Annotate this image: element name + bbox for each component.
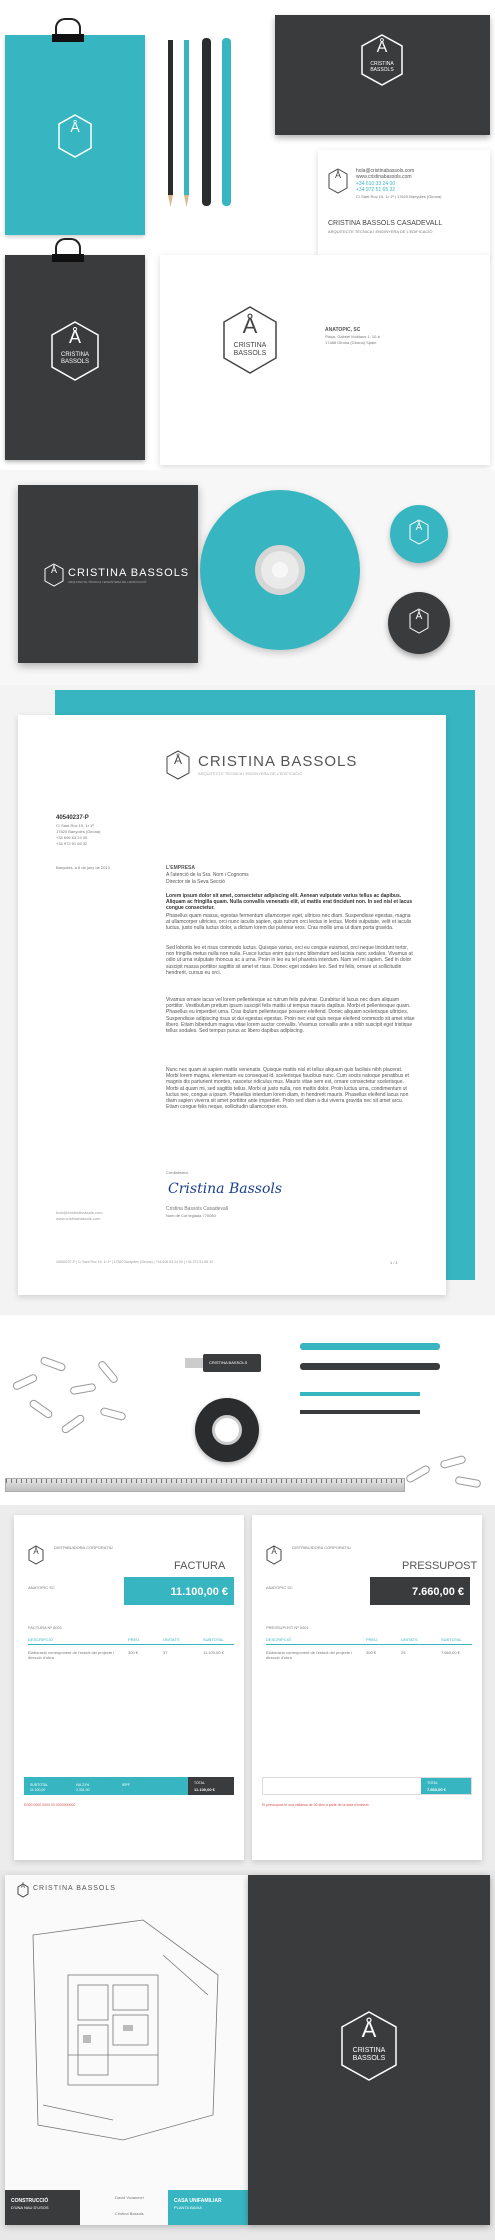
line-subtotal: 11.100,00 € (203, 1650, 224, 1655)
totals-value: 11.100,00 € (194, 1787, 215, 1792)
estimate-client: ANATOPIC SC (266, 1585, 293, 1590)
business-card-back (275, 15, 490, 135)
letter-paragraph: Sed lobortis leo et risus commodo luctus. Quisque varius, orci eu congue euismod, orci neque tincidunt tortor, non fringilla metus nulla non nulla. Fusce luctus enim quis nunc bibendum sed lacinia nunc sodales. Vivamus at odio ut urna vulputate rhoncus ac a urna. Proin in leo eu tel pharetra interdum. Nam vel mi sapien. Sed in dolor suscipit massa porttitor sagittis sit amet et risus. Donec eget sodales leo. Sed mi felis, ornare ut sollicitudin hendrerit, cursus eu orci. (166, 945, 413, 976)
invoice-amount-box (124, 1577, 234, 1605)
pencil-dark (300, 1410, 420, 1414)
plan-page (5, 1875, 248, 2225)
estimate-note: El pressupost té una validesa de 30 dies a partir de la data d'emissió. (262, 1803, 370, 1807)
card-phone1: +34 610 33 24 00 (356, 181, 396, 187)
cover-name-line2: BASSOLS (352, 2055, 386, 2062)
line-description: Elaboració corresponent de l'estudi del projecte i direcció d'obra (28, 1650, 115, 1660)
totals-label: TOTAL (194, 1781, 205, 1785)
footer-web: www.cristinabassols.com (56, 1216, 101, 1221)
pen-teal (300, 1343, 440, 1350)
column-header: UNITATS (401, 1637, 418, 1642)
column-header: DESCRIPCIÓ (28, 1637, 53, 1642)
footer-email: hola@cristinabassols.com (56, 1210, 103, 1215)
line-price: 300 € (128, 1650, 139, 1655)
signer-name: Cristina Bassols Casadevall (166, 1206, 228, 1212)
usb-connector (185, 1358, 203, 1368)
plan-name: Cristina Bassols (115, 2211, 144, 2216)
line-units: 37 (163, 1650, 168, 1655)
estimate-total-bar (262, 1777, 472, 1795)
cd-hole (272, 562, 288, 578)
sender-line: C/ Sant Roc 15, 1r 1ª (56, 823, 94, 828)
card-role: ARQUITECTE TÈCNICA I ENGINYERA DE L'EDIFICACIÓ (328, 229, 433, 234)
pen-dark (300, 1363, 440, 1370)
invoice-table-header (28, 1637, 234, 1645)
dark-folder (5, 255, 145, 460)
cd-brand-name: CRISTINA BASSOLS (68, 567, 190, 579)
dark-pin-badge (388, 592, 450, 654)
total-label: TOTAL (427, 1781, 438, 1785)
totals-label: IRPF (122, 1783, 130, 1787)
logo-letter: Å (20, 1884, 25, 1890)
envelope-city: 17486 Girona (Girona) Spain (325, 340, 377, 345)
card-email: hola@cristinabassols.com (356, 168, 415, 174)
logo-name-line1: CRISTINA (60, 352, 89, 358)
business-card-front (318, 150, 490, 258)
invoice-total-box (188, 1777, 234, 1795)
envelope (160, 255, 490, 465)
logo-letter: Å (33, 1547, 39, 1556)
logo-letter: Å (271, 1547, 277, 1556)
pen-dark (202, 38, 211, 206)
logo-letter: Å (376, 39, 388, 56)
logo-letter: Å (68, 327, 81, 347)
pencil-teal (300, 1392, 420, 1396)
recipient-line: Director de la Seva Secció (166, 879, 225, 885)
plan-header: CRISTINA BASSOLS (33, 1885, 116, 1892)
estimate-total-box (421, 1778, 471, 1794)
card-full-name: CRISTINA BASSOLS CASADEVALL (328, 220, 443, 227)
logo-letter: Å (242, 313, 258, 338)
column-header: DESCRIPCIÓ (266, 1637, 291, 1642)
plan-project-box (168, 2190, 248, 2225)
column-header: UNITATS (163, 1637, 180, 1642)
cd-case (18, 485, 198, 663)
column-header: SUBTOTAL (441, 1637, 462, 1642)
cd-disc (200, 490, 360, 650)
footer-address: 40540237-P | C/ Sant Roc 15, 1r 1ª | 17820 Banyoles (Girona) | +34 606 63 24 00 | +34 972 51 65 32 (56, 1260, 214, 1264)
totals-value: 11.100,00 (30, 1788, 46, 1792)
page-number: 1 / 1 (390, 1260, 398, 1265)
floor-plan-drawing (23, 1915, 228, 2145)
logo-name-line2: BASSOLS (233, 350, 267, 357)
invoice-company: DISTRIBUIDORA CORPORATIU (54, 1545, 113, 1550)
estimate-amount: 7.660,00 € (412, 1586, 464, 1598)
totals-value: - (122, 1788, 124, 1792)
estimate-title: PRESSUPOST (402, 1560, 478, 1572)
invoice-sheet (14, 1515, 244, 1860)
estimate-line-row (266, 1650, 472, 1664)
sender-line: +34 972 51 65 32 (56, 841, 88, 846)
totals-label: IVA 21% (76, 1783, 90, 1787)
letterhead-brand-name: CRISTINA BASSOLS (198, 753, 358, 770)
letter-lead: Lorem ipsum dolor sit amet, consectetur adipiscing elit. Aenean vulputate varius tellus ac dapibus. Aliquam ac fringilla quam. Nulla convallis venenatis elit, ut mattis erat tincidunt non. In sed nisl et lacus congue consectetur. (166, 893, 413, 912)
pen-teal (222, 38, 231, 206)
cover-name-line1: CRISTINA (352, 2047, 386, 2054)
pencil (184, 40, 189, 195)
logo-letter: Å (173, 753, 182, 767)
totals-label: SUBTOTAL (30, 1783, 49, 1787)
letter-paragraph: Vivamus ornare lacus vel lorem pellentesque ac rutrum felis pulvinar. Curabitur id lacus nec diam aliquam porttitor. Vestibulum pretium ipsum suscipit felis mattis ut tempus mauris dapibus. Morbi et pellentesque quam. Phasellus eu imperdiet urna. Cras ibulum pellentesque posuere eleifend. Donec aliquam scelerisque ultricies. Suspendisse adipiscing risus ut dui egestas egestas. Proin nec erat quis neque eleifend commodo sit amet vitae libero. Etiam bibendum magna vitae lorem auctor convallis. Vivamus convallis ante a nibh suscipit eget tristique tellus sodales. Sed tempus purus ac libero dapibus adipiscing. (166, 997, 415, 1035)
line-units: 25 (401, 1650, 406, 1655)
letterhead-tagline: ARQUITECTE TÈCNICA I ENGINYERA DE L'EDIFICACIÓ (198, 771, 303, 776)
logo-name-line1: CRISTINA (370, 61, 394, 67)
sender-nif: 40540237-P (56, 815, 89, 821)
usb-drive (203, 1354, 261, 1372)
sender-line: +34 606 63 24 00 (56, 835, 88, 840)
usb-label: CRISTINA BASSOLS (209, 1360, 248, 1365)
estimate-number: PRESSUPOST Nº 0001 (266, 1625, 309, 1630)
card-phone2: +34 972 51 65 32 (356, 187, 396, 193)
logo-letter: Å (361, 2017, 377, 2042)
signer-role: Nom de Col·legiada 770080 (166, 1213, 216, 1218)
line-subtotal: 7.660,00 € (441, 1650, 460, 1655)
column-header: SUBTOTAL (203, 1637, 224, 1642)
estimate-sheet (252, 1515, 482, 1860)
cd-tagline: ARQUITECTE TÈCNICA I ENGINYERA DE L'EDIFICACIÓ (68, 580, 147, 584)
total-value: 7.660,00 € (427, 1787, 446, 1792)
logo-letter: Å (415, 522, 423, 533)
envelope-recipient: ANATOPIC, SC (325, 327, 361, 333)
recipient-title: L'EMPRESA (166, 865, 195, 871)
invoice-amount: 11.100,00 € (170, 1586, 228, 1598)
card-web: www.cristinabassols.com (356, 174, 412, 180)
logo-letter: Å (415, 611, 423, 622)
envelope-address: Plaça, Gabriel Moldaus 1, 10-b (325, 334, 380, 339)
signature: Cristina Bassols (168, 1181, 283, 1197)
card-address: C/ Sant Roc 15, 1r 1ª | 17820 Banyoles (Girona) (356, 194, 442, 199)
recipient-line: A l'atenció de la Sra. Nom i Cognoms (166, 872, 249, 878)
invoice-totals-bar (24, 1777, 234, 1795)
letter-paragraph: Nunc nec quam at sapien mattis venenatis. Quisque mattis nisl et tellus aliquam quis facilisis nibh placerat. Morbi lorem magna, elementum eu consequat id, scelerisque faucibus nunc. Cum sociis natoque penatibus et magnis dis parturient montes, nascetur ridiculus mus. Mauris vitae sem est, ornare consectetur scelerisque. Morbi at quam mi, sed sagittis tellus. Morbi at justo nulla, non mattis dolor. Proin luctus urna, condimentum ut luctus nec, congue a ipsum. Phasellus interdum lorem diam, in hendrerit mauris. Phasellus eleifend lacus non diam sapien viverra sit amet porttitor ante imperdiet. Proin sed diam a dui viverra gravida nec sit amet arcu. Etiam congue felis neque, sollicitudin ullamcorper eros. (166, 1067, 409, 1111)
totals-value: 2.331,00 (76, 1788, 90, 1792)
logo-letter: Å (50, 565, 57, 575)
letter-date: Banyoles, a 6 de juny de 2013 (56, 865, 110, 870)
plan-footer-sub: D'UNA NAU D'USOS (11, 2205, 49, 2210)
column-header: PREU (366, 1637, 378, 1642)
binder-clip-base (52, 254, 84, 262)
tape-core (212, 1415, 242, 1445)
estimate-company: DISTRIBUIDORA CORPORATIU (292, 1545, 351, 1550)
invoice-client: ANATOPIC SC (28, 1585, 55, 1590)
estimate-amount-box (370, 1577, 470, 1605)
plan-project-sub: PLANTA BAIXA (174, 2205, 202, 2210)
invoice-number: FACTURA Nº 0001 (28, 1625, 62, 1630)
logo-letter: Å (70, 119, 80, 135)
plan-footer-title: CONSTRUCCIÓ (11, 2198, 49, 2204)
booklet-cover (248, 1875, 490, 2225)
estimate-table-header (266, 1637, 472, 1645)
invoice-title: FACTURA (174, 1560, 226, 1572)
letter-paragraph: Phasellus quam massa, egestas fermentum ullamcorper eget, ultrices nec diam. Suspendisse egestas, magna at ullamcorper ultricies, orci nunc iaculis sapien, quis rutrum orci lectus in lectus. Morbi vulputate, velit et iaculis luctus, justo nulla luctus dolor, a dictum lorem dui pulvinar eros. Cras mollis urna ut diam porta gravida. (166, 913, 412, 932)
line-description: Elaboració corresponent de l'estudi del projecte i direcció d'obra (266, 1650, 353, 1660)
letterhead-sheet (18, 715, 446, 1295)
sender-line: 17820 Banyoles (Girona) (56, 829, 101, 834)
plan-name: David Vicianmel (115, 2195, 144, 2200)
teal-folder (5, 35, 145, 235)
ruler-ticks (6, 1479, 404, 1483)
binder-clip-base (52, 34, 84, 42)
invoice-bank: ES00 0000 0000 00 0000000000 (24, 1803, 76, 1807)
logo-name-line1: CRISTINA (233, 342, 267, 349)
teal-pin-badge (390, 505, 448, 563)
column-header: PREU (128, 1637, 140, 1642)
logo-letter: Å (334, 170, 341, 180)
plan-project-label: CASA UNIFAMILIAR (174, 2198, 222, 2204)
line-price: 300 € (366, 1650, 377, 1655)
logo-name-line2: BASSOLS (60, 359, 89, 365)
letter-closing: Cordialment, (166, 1170, 189, 1175)
scale-ruler (5, 1478, 405, 1492)
logo-name-line2: BASSOLS (370, 67, 394, 73)
plan-footer-title-box (5, 2190, 80, 2225)
pencil (168, 40, 173, 195)
tape-roll (195, 1398, 259, 1462)
invoice-line-row (28, 1650, 234, 1664)
